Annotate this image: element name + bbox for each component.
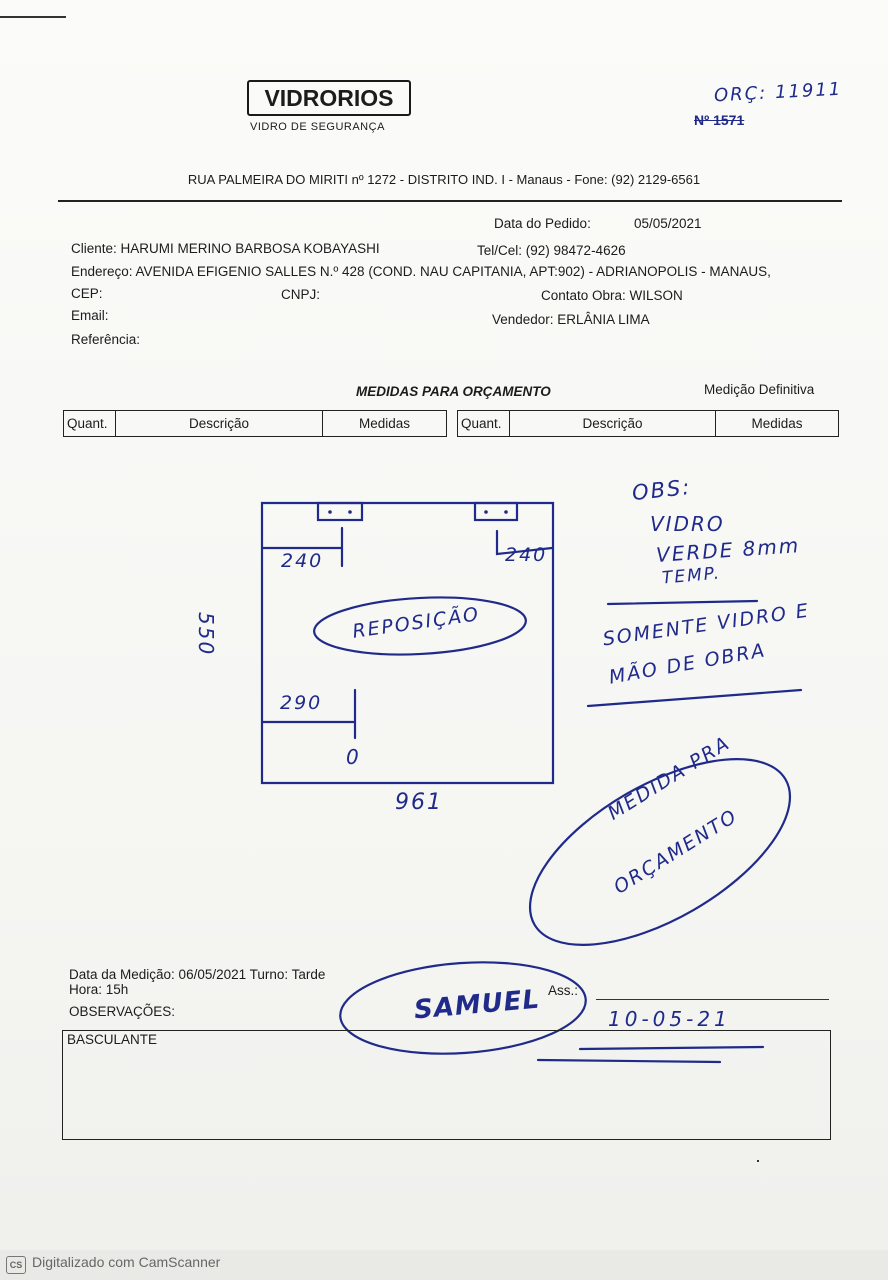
- col-quant-2: Quant.: [457, 410, 510, 437]
- sketch-hinge-left: [318, 503, 362, 520]
- measures-title: MEDIDAS PARA ORÇAMENTO: [356, 384, 551, 399]
- signature-line: [596, 999, 829, 1000]
- handwritten-date: 10-05-21: [608, 1007, 731, 1031]
- salesperson: Vendedor: ERLÂNIA LIMA: [492, 312, 650, 327]
- note-mao-obra: MÃO DE OBRA: [607, 639, 768, 689]
- note-medida-pra: MEDIDA PRA: [604, 731, 735, 825]
- note-temp: TEMP.: [661, 563, 722, 589]
- col-medidas-1: Medidas: [323, 410, 447, 437]
- col-quant-1: Quant.: [63, 410, 116, 437]
- sketch-dim-right-top-label: 240: [505, 544, 548, 566]
- camscanner-icon: CS: [6, 1256, 26, 1274]
- signature: SAMUEL: [412, 984, 542, 1026]
- col-descricao-2: Descrição: [510, 410, 716, 437]
- order-date-value: 05/05/2021: [634, 216, 702, 231]
- sketch-dim-left-top-label: 240: [281, 550, 324, 572]
- client-phone: Tel/Cel: (92) 98472-4626: [477, 243, 626, 258]
- note-verde: VERDE 8mm: [655, 532, 801, 568]
- sketch-obs-underline: [608, 601, 757, 604]
- scanner-footer: [0, 1250, 888, 1280]
- observations-text: BASCULANTE: [67, 1032, 158, 1047]
- note-orcamento: ORÇAMENTO: [610, 804, 742, 899]
- email-field: Email:: [71, 308, 109, 323]
- col-medidas-2: Medidas: [716, 410, 839, 437]
- observations-box: [62, 1030, 831, 1140]
- note-obs: OBS:: [630, 474, 693, 506]
- measurement-time: Hora: 15h: [69, 982, 129, 997]
- measurement-date: Data da Medição: 06/05/2021 Turno: Tarde: [69, 967, 326, 982]
- sketch-hinge-right: [475, 503, 517, 520]
- sketch-dim-width-label: 961: [395, 790, 443, 815]
- orcamento-number: ORÇ: 11911: [713, 78, 843, 107]
- sketch-dim-zero-label: 0: [346, 745, 361, 769]
- company-logo: VIDRORIOS: [247, 80, 411, 116]
- note-vidro: VIDRO: [650, 512, 725, 536]
- company-tagline: VIDRO DE SEGURANÇA: [250, 121, 385, 133]
- site-contact: Contato Obra: WILSON: [541, 288, 683, 303]
- note-somente: SOMENTE VIDRO E: [601, 599, 812, 651]
- cnpj-field: CNPJ:: [281, 287, 321, 302]
- reference-field: Referência:: [71, 332, 141, 347]
- order-date-label: Data do Pedido:: [494, 216, 591, 231]
- scanner-watermark: Digitalizado com CamScanner: [32, 1254, 221, 1270]
- client-name: Cliente: HARUMI MERINO BARBOSA KOBAYASHI: [71, 241, 380, 256]
- measures-subtitle: Medição Definitiva: [704, 382, 815, 397]
- sketch-note-underline: [588, 690, 801, 706]
- cep-field: CEP:: [71, 286, 103, 301]
- stray-dot: [757, 1160, 759, 1162]
- document-number: Nº 1571: [694, 112, 745, 128]
- sketch-dim-left-mid-label: 290: [280, 692, 323, 714]
- sketch-reposicao-label: REPOSIÇÃO: [351, 603, 482, 643]
- col-descricao-1: Descrição: [116, 410, 323, 437]
- observations-label: OBSERVAÇÕES:: [69, 1004, 176, 1019]
- client-address: Endereço: AVENIDA EFIGENIO SALLES N.º 428 (COND. NAU CAPITANIA, APT:902) - ADRIANOPOLIS - MANAUS,: [71, 264, 771, 279]
- sketch-dim-height-label: 550: [194, 612, 218, 657]
- signature-label: Ass.:: [548, 983, 579, 998]
- company-address: RUA PALMEIRA DO MIRITI nº 1272 - DISTRITO IND. I - Manaus - Fone: (92) 2129-6561: [187, 172, 701, 187]
